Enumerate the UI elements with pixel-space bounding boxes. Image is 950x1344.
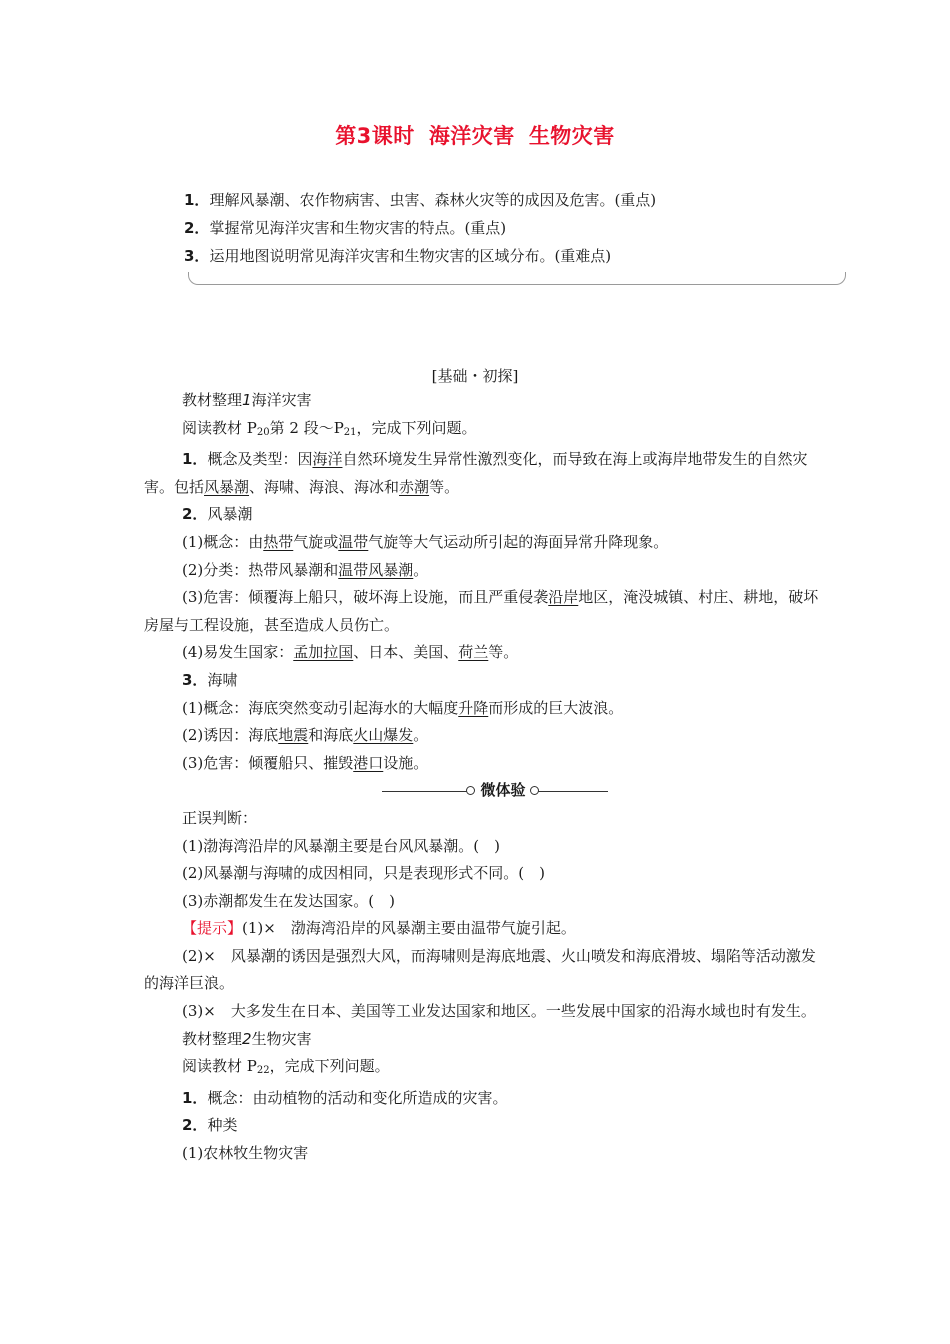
hint-answer-1: 【提示】(1)× 渤海湾沿岸的风暴潮主要由温带气旋引起。 — [182, 919, 576, 938]
answer-blank: 温带风暴潮 — [338, 560, 414, 579]
reading-instruction-1: 阅读教材 $P_{20}$第 2 段$\sim P_{21}$，完成下列问题。 — [182, 418, 477, 438]
answer-blank: 风暴潮 — [204, 477, 250, 496]
answer-blank: 热带 — [263, 532, 294, 551]
mini-experience-label: 微体验 — [480, 781, 526, 800]
item-bio-types: 2．种类 — [182, 1116, 238, 1135]
answer-blank: 升降 — [458, 698, 489, 717]
answer-blank: 孟加拉国 — [293, 643, 354, 662]
true-false-question-2: (2)风暴潮与海啸的成因相同，只是表现形式不同。( ) — [182, 864, 545, 883]
objective-1 — [184, 186, 656, 214]
storm-surge-hazards: (3)危害：倾覆海上船只，破坏海上设施，而且严重侵袭沿岸地区，淹没城镇、村庄、耕地，破坏房屋与工程设施，甚至造成人员伤亡。 — [144, 588, 819, 634]
objective-text: 运用地图说明常见海洋灾害和生物灾害的区域分布。(重难点) — [209, 247, 612, 265]
divider-line — [382, 791, 468, 792]
mini-experience-divider — [144, 777, 826, 805]
objective-text: 掌握常见海洋灾害和生物灾害的特点。(重点) — [209, 219, 507, 237]
heading-number: 1 — [242, 391, 252, 409]
divider-line — [538, 791, 608, 792]
answer-blank: 沿岸 — [548, 588, 579, 607]
answer-blank: 赤潮 — [399, 477, 430, 496]
objective-3 — [184, 242, 656, 270]
true-false-question-3: (3)赤潮都发生在发达国家。( ) — [182, 891, 395, 910]
title-topic-2: 生物灾害 — [528, 124, 615, 148]
hint-answer-3: (3)× 大多发生在日本、美国等工业发达国家和地区。一些发展中国家的沿海水域也时有发生。 — [182, 1002, 816, 1021]
hint-label: 【提示】 — [182, 919, 243, 938]
heading-prefix: 教材整理 — [182, 1029, 243, 1048]
objective-text: 理解风暴潮、农作物病害、虫害、森林火灾等的成因及危害。(重点) — [209, 191, 657, 209]
bio-type-agriculture: (1)农林牧生物灾害 — [182, 1144, 309, 1163]
answer-blank: 荷兰 — [458, 643, 489, 662]
hint-answer-2: (2)× 风暴潮的诱因是强烈大风，而海啸则是海底地震、火山喷发和海底滑坡、塌陷等活动激发的海洋巨浪。 — [144, 946, 816, 993]
section-heading-1 — [144, 387, 826, 415]
answer-blank: 温带 — [338, 532, 369, 551]
heading-title: 海洋灾害 — [251, 391, 312, 409]
item-storm-surge: 2．风暴潮 — [182, 505, 253, 524]
objective-number: 3． — [184, 247, 210, 265]
objective-2 — [184, 214, 656, 242]
storm-surge-classification: (2)分类：热带风暴潮和温带风暴潮。 — [182, 560, 429, 579]
tsunami-causes: (2)诱因：海底地震和海底火山爆发。 — [182, 726, 429, 745]
item-concept-types: 1．概念及类型：因海洋自然环境发生异常性激烈变化，而导致在海上或海岸地带发生的自然灾害。包括风暴潮、海啸、海浪、海冰和赤潮等。 — [144, 450, 808, 496]
storm-surge-concept: (1)概念：由热带气旋或温带气旋等大气运动所引起的海面异常升降现象。 — [182, 532, 669, 551]
heading-number: 2 — [242, 1029, 252, 1048]
objective-number: 1． — [184, 191, 210, 209]
main-content — [144, 387, 826, 1168]
storm-surge-countries: (4)易发生国家：孟加拉国、日本、美国、荷兰等。 — [182, 643, 519, 662]
item-bio-concept: 1．概念：由动植物的活动和变化所造成的灾害。 — [182, 1088, 508, 1107]
answer-blank: 地震 — [278, 726, 309, 745]
answer-blank: 火山爆发 — [353, 726, 414, 745]
objectives-bracket — [188, 272, 846, 285]
true-false-title: 正误判断： — [182, 808, 258, 827]
learning-objectives — [184, 186, 656, 270]
section-label: [基础・初探] — [431, 367, 519, 385]
heading-prefix: 教材整理 — [182, 391, 243, 409]
objective-number: 2． — [184, 219, 210, 237]
section-heading-2 — [144, 1026, 826, 1054]
heading-title: 生物灾害 — [251, 1029, 312, 1048]
lesson-number: 第3课时 — [335, 124, 415, 148]
page-title — [0, 120, 950, 150]
divider-dot — [466, 786, 475, 795]
tsunami-hazards: (3)危害：倾覆船只、摧毁港口设施。 — [182, 753, 429, 772]
item-tsunami: 3．海啸 — [182, 670, 238, 689]
answer-blank: 港口 — [353, 753, 384, 772]
answer-blank: 海洋 — [312, 450, 343, 469]
reading-instruction-2: 阅读教材 $P_{22}$，完成下列问题。 — [182, 1057, 390, 1077]
true-false-question-1: (1)渤海湾沿岸的风暴潮主要是台风风暴潮。( ) — [182, 836, 500, 855]
tsunami-concept: (1)概念：海底突然变动引起海水的大幅度升降而形成的巨大波浪。 — [182, 698, 624, 717]
title-topic-1: 海洋灾害 — [428, 124, 515, 148]
